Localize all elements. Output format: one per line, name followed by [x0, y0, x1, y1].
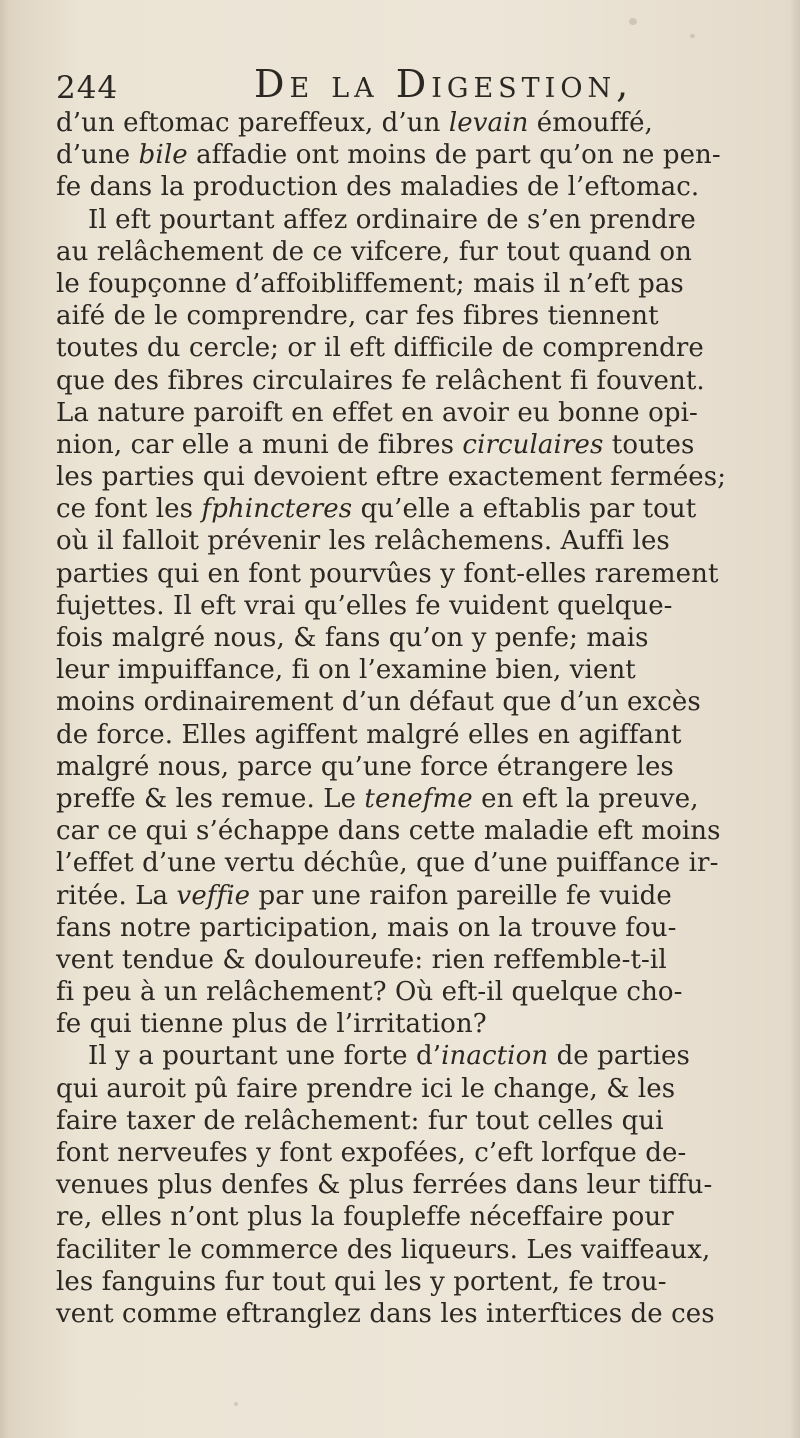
text-segment: fois malgré nous, & fans qu’on y penfe; mais: [56, 623, 649, 653]
text-segment: d’un eftomac pareffeux, d’un: [56, 108, 449, 138]
text-line: [56, 1298, 756, 1330]
text-line: [56, 912, 756, 944]
text-line: [56, 976, 756, 1008]
paper-stain: [690, 34, 695, 38]
text-line: [56, 236, 756, 268]
text-segment: où il falloit prévenir les relâchemens. Auffi les: [56, 526, 670, 557]
text-line: [56, 944, 756, 976]
text-segment: vent tendue & douloureufe: rien reffemble-t-il: [56, 944, 667, 975]
text-segment: l’effet d’une vertu déchûe, que d’une puiffance ir-: [56, 848, 719, 879]
text-segment: aifé de le comprendre, car fes fibres tiennent: [56, 301, 659, 332]
text-segment: les fanguins fur tout qui les y portent, fe trou-: [56, 1266, 667, 1297]
text-segment: preffe & les remue. Le: [56, 783, 365, 814]
text-segment: fe dans la production des maladies de l’eftomac.: [56, 172, 700, 203]
paper-stain: [234, 1402, 238, 1406]
italic-term: tenefme: [364, 783, 473, 814]
text-segment: fi peu à un relâchement? Où eft-il quelque cho-: [56, 977, 683, 1008]
text-segment: affadie ont moins de part qu’on ne pen-: [187, 140, 721, 171]
text-segment: fans notre participation, mais on la trouve fou-: [56, 912, 677, 943]
text-segment: faire taxer de relâchement: fur tout celles qui: [56, 1105, 664, 1136]
text-line: [56, 1201, 756, 1233]
text-line: [56, 171, 756, 203]
text-line: [56, 268, 756, 300]
text-segment: toutes du cercle; or il eft difficile de comprendre: [56, 333, 704, 364]
italic-term: veffie: [176, 880, 251, 911]
text-line: [56, 429, 756, 461]
page-header: [56, 62, 736, 110]
text-segment: re, elles n’ont plus la foupleffe néceffaire pour: [56, 1202, 674, 1233]
text-segment: car ce qui s’échappe dans cette maladie eft moins: [56, 816, 721, 847]
text-line: [56, 654, 756, 686]
text-line: [56, 1073, 756, 1105]
page-number: 244: [56, 70, 119, 106]
text-line: [56, 1040, 756, 1072]
text-line: [56, 493, 756, 525]
italic-term: bile: [138, 140, 188, 171]
text-line: [56, 525, 756, 557]
text-line: [56, 139, 756, 171]
text-segment: qui auroit pû faire prendre ici le change, & les: [56, 1073, 676, 1104]
text-segment: au relâchement de ce vifcere, fur tout quand on: [56, 236, 693, 267]
text-line: [56, 461, 756, 493]
text-segment: ce font les: [56, 494, 202, 525]
text-segment: toutes: [603, 429, 695, 460]
text-line: [56, 1105, 756, 1137]
text-line: [56, 397, 756, 429]
text-line: [56, 332, 756, 364]
text-segment: fujettes. Il eft vrai qu’elles fe vuident quelque-: [56, 590, 673, 621]
text-line: [56, 365, 756, 397]
text-line: [56, 204, 756, 236]
text-line: [56, 1137, 756, 1169]
body-text: [56, 107, 756, 1330]
text-line: [56, 751, 756, 783]
text-line: [56, 719, 756, 751]
text-line: [56, 1234, 756, 1266]
paper-stain: [629, 18, 637, 25]
text-segment: font nerveufes y font expofées, c’eft lorfque de-: [56, 1138, 687, 1168]
text-line: [56, 107, 756, 139]
text-segment: d’une: [56, 140, 139, 171]
text-segment: Il eft pourtant affez ordinaire de s’en prendre: [88, 204, 696, 235]
text-segment: faciliter le commerce des liqueurs. Les vaiffeaux,: [56, 1234, 711, 1265]
text-segment: le foupçonne d’affoibliffement; mais il n’eft pas: [56, 268, 684, 299]
text-segment: La nature paroift en effet en avoir eu bonne opi-: [56, 397, 698, 428]
text-line: [56, 300, 756, 332]
text-segment: venues plus denfes & plus ferrées dans leur tiffu-: [56, 1170, 713, 1201]
text-segment: Il y a pourtant une forte d’: [88, 1041, 442, 1072]
text-segment: en eft la preuve,: [472, 783, 699, 814]
text-segment: par une raifon pareille fe vuide: [250, 880, 672, 911]
text-line: [56, 1169, 756, 1201]
text-segment: leur impuiffance, fi on l’examine bien, vient: [56, 655, 636, 686]
text-segment: ritée. La: [56, 880, 177, 911]
text-segment: émouffé,: [528, 108, 653, 138]
running-title: De la Digestion,: [254, 62, 634, 106]
text-line: [56, 590, 756, 622]
text-line: [56, 847, 756, 879]
text-segment: malgré nous, parce qu’une force étrangere les: [56, 751, 674, 782]
page-gutter-shadow: [0, 0, 9, 1438]
text-line: [56, 815, 756, 847]
text-line: [56, 1008, 756, 1040]
italic-term: fphincteres: [201, 494, 353, 525]
text-line: [56, 1266, 756, 1298]
text-line: [56, 622, 756, 654]
text-segment: nion, car elle a muni de fibres: [56, 429, 463, 460]
text-line: [56, 686, 756, 718]
text-segment: moins ordinairement d’un défaut que d’un excès: [56, 687, 701, 718]
text-line: [56, 880, 756, 912]
text-line: [56, 558, 756, 590]
text-segment: parties qui en font pourvûes y font-elles rarement: [56, 558, 719, 589]
italic-term: circulaires: [462, 429, 604, 460]
text-segment: qu’elle a eftablis par tout: [352, 494, 697, 525]
page-edge-shadow: [789, 0, 800, 1438]
text-segment: de parties: [548, 1041, 690, 1072]
italic-term: levain: [448, 108, 529, 138]
text-segment: les parties qui devoient eftre exactement fermées;: [56, 462, 727, 493]
text-segment: de force. Elles agiffent malgré elles en agiffant: [56, 719, 682, 750]
text-segment: vent comme eftranglez dans les interftices de ces: [56, 1298, 715, 1329]
text-line: [56, 783, 756, 815]
text-segment: fe qui tienne plus de l’irritation?: [56, 1009, 487, 1040]
text-segment: que des fibres circulaires fe relâchent fi fouvent.: [56, 365, 705, 396]
italic-term: inaction: [441, 1041, 549, 1072]
